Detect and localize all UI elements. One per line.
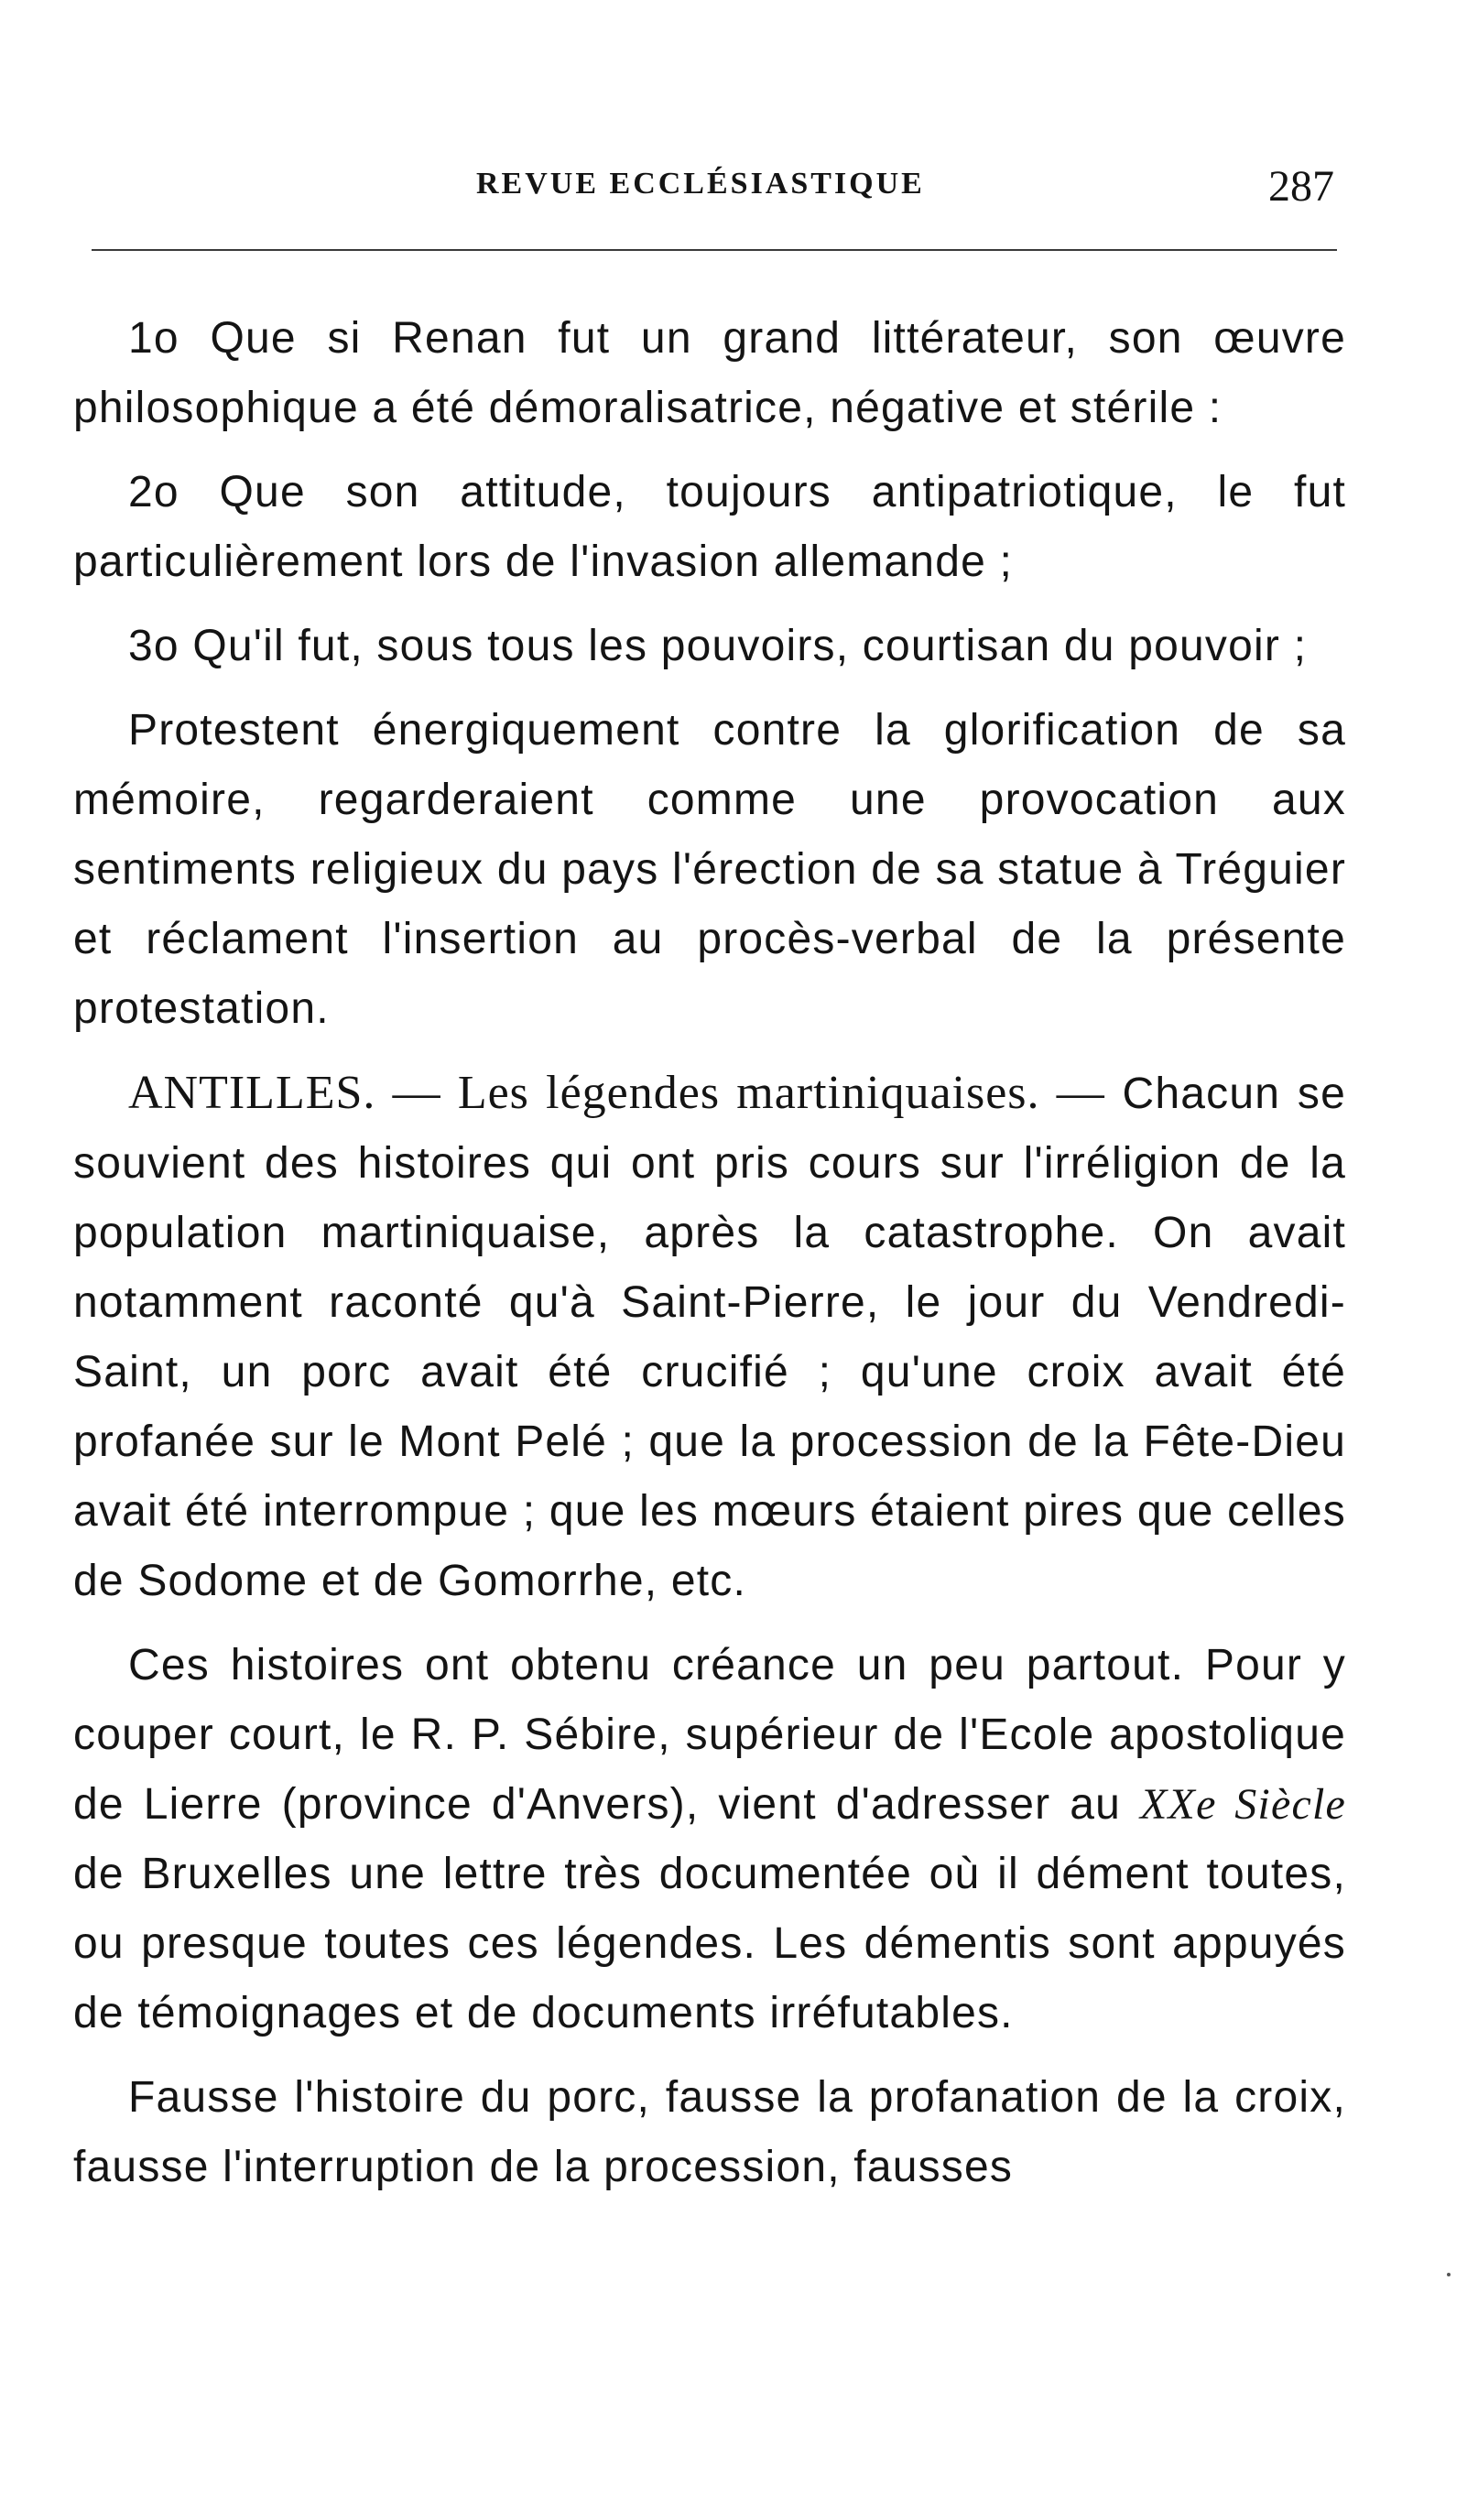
- paragraph-5: [73, 1059, 1346, 1616]
- paragraph-4: Protestent énergiquement contre la glorification de sa mémoire, regarderaient comme une provocation aux sentiments religieux du pays l'érection de sa statue à Tréguier et réclament l'insertion au procès-verbal de la présente protestation.: [73, 706, 1346, 1033]
- running-title: REVUE ECCLÉSIASTIQUE: [476, 167, 925, 201]
- paragraph-6-end: de Bruxelles une lettre très documentée où il dément toutes, ou presque toutes ces légendes. Les démentis sont appuyés de témoignages et de documents irréfutables.: [73, 1850, 1346, 2037]
- newspaper-title: XXe Siècle: [1140, 1780, 1346, 1829]
- scan-speck: [1447, 2273, 1451, 2276]
- paragraph-1: 1o Que si Renan fut un grand littérateur, son œuvre philosophique a été démoralisatrice, négative et stérile :: [73, 314, 1346, 432]
- page-number: 287: [1268, 162, 1334, 211]
- paragraph-3: 3o Qu'il fut, sous tous les pouvoirs, courtisan du pouvoir ;: [128, 622, 1308, 670]
- paragraph-7: Fausse l'histoire du porc, fausse la profanation de la croix, fausse l'interruption de la procession, fausses: [73, 2073, 1346, 2191]
- header-rule: [92, 249, 1337, 251]
- paragraph-6-start: Ces histoires ont obtenu créance un peu partout. Pour y couper court, le R. P. Sébire, supérieur de l'Ecole apostolique de Lierre (province d'Anvers), vient d'adresser au: [73, 1641, 1346, 1829]
- body-text: [73, 304, 1346, 2217]
- paragraph-6: [73, 1631, 1346, 2048]
- section-title: ANTILLES. — Les légendes martiniquaises. —: [128, 1067, 1105, 1119]
- paragraph-5-body: Chacun se souvient des histoires qui ont pris cours sur l'irréligion de la population martiniquaise, après la catastrophe. On avait notamment raconté qu'à Saint-Pierre, le jour du Vendredi-Saint, un porc avait été crucifié ; qu'une croix avait été profanée sur le Mont Pelé ; que la procession de la Fête-Dieu avait été interrompue ; que les mœurs étaient pires que celles de Sodome et de Gomorrhe, etc.: [73, 1070, 1346, 1605]
- paragraph-2: 2o Que son attitude, toujours antipatriotique, le fut particulièrement lors de l'invasion allemande ;: [73, 468, 1346, 586]
